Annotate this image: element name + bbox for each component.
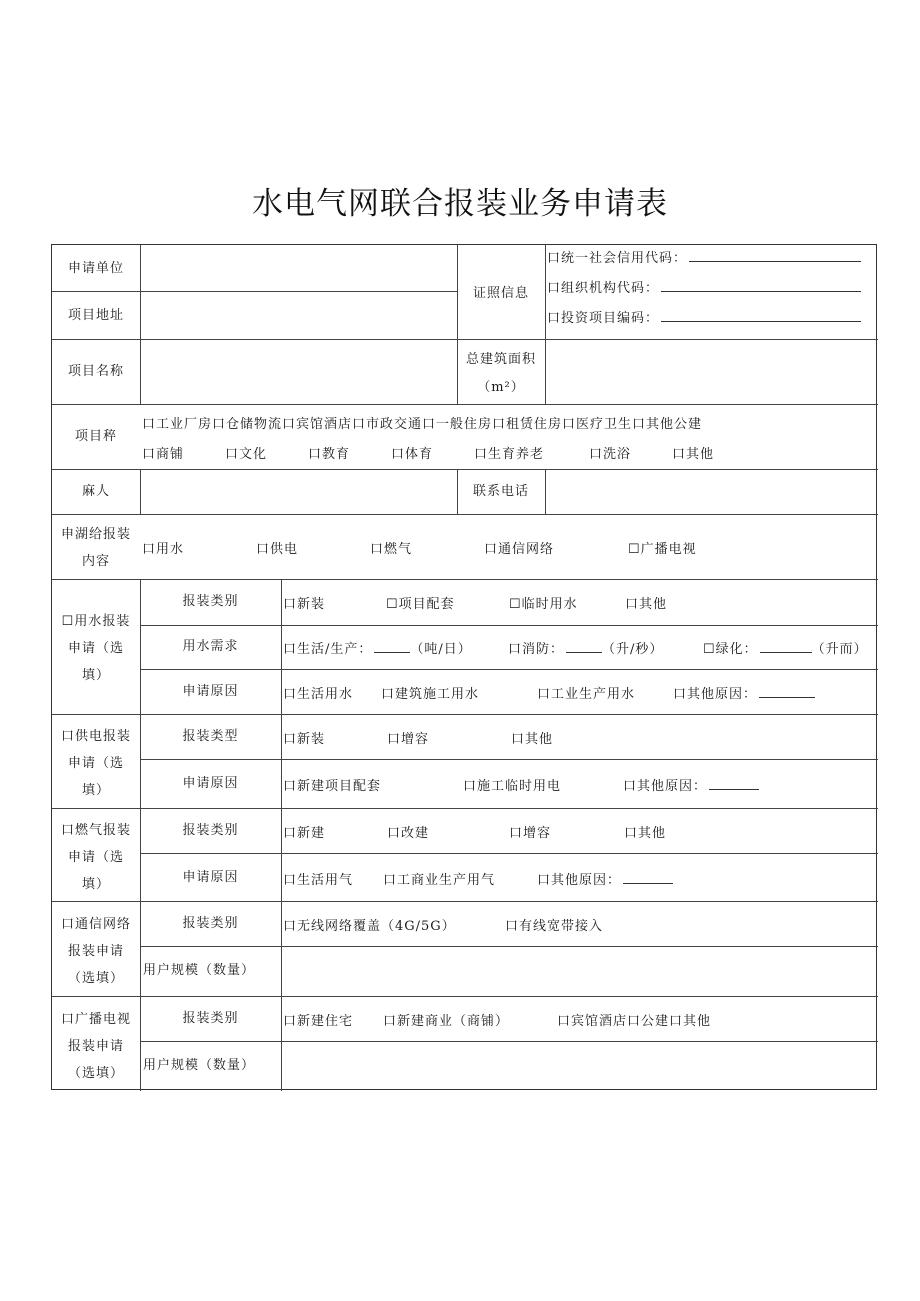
power-type-label: 报装类型 xyxy=(182,729,239,744)
tv-type-hotel-public-other[interactable]: 口宾馆酒店口公建口其他 xyxy=(557,1014,712,1029)
tv-scale-field[interactable] xyxy=(282,1042,877,1090)
project-type-sports[interactable]: 口体育 xyxy=(391,447,434,462)
power-reason-other[interactable] xyxy=(623,775,759,794)
telecom-scale-field[interactable] xyxy=(282,947,877,995)
tv-scale-label: 用户规模（数量） xyxy=(143,1058,256,1073)
applicant-unit-field[interactable] xyxy=(141,246,456,290)
grid-line xyxy=(52,714,878,715)
contact-phone-label: 联系电话 xyxy=(472,484,529,499)
power-reason-other-blank[interactable] xyxy=(709,777,759,790)
water-reason-other-label: 口其他原因： xyxy=(673,687,758,702)
gas-type-other[interactable]: 口其他 xyxy=(624,826,667,841)
project-type-elderly[interactable]: 口生育养老 xyxy=(474,447,545,462)
power-type-new[interactable]: 口新装 xyxy=(283,732,326,747)
gas-reason-other-blank[interactable] xyxy=(623,871,673,884)
telecom-section-label[interactable]: 口通信网络报装申请（选填） xyxy=(60,917,131,986)
apply-water[interactable]: 口用水 xyxy=(142,542,185,557)
tv-type-residential[interactable]: 口新建住宅 xyxy=(283,1014,354,1029)
credit-code-label: 口统一社会信用代码： xyxy=(547,251,688,266)
project-type-education[interactable]: 口教育 xyxy=(308,447,351,462)
project-address-field[interactable] xyxy=(141,292,456,338)
grid-line xyxy=(52,579,878,580)
gas-reason-other[interactable] xyxy=(537,869,673,888)
power-reason-other-label: 口其他原因： xyxy=(623,779,708,794)
grid-line xyxy=(140,669,878,670)
gas-reason-label: 申请原因 xyxy=(182,870,239,885)
water-demand-fire[interactable] xyxy=(508,638,663,657)
project-type-culture[interactable]: 口文化 xyxy=(225,447,268,462)
telecom-type-label: 报装类别 xyxy=(182,916,239,931)
power-section-label[interactable]: 口供电报装申请（选填） xyxy=(60,729,131,798)
grid-line xyxy=(52,901,878,902)
grid-line xyxy=(52,404,878,405)
project-type-bath[interactable]: 口洗浴 xyxy=(589,447,632,462)
invest-code-item[interactable] xyxy=(547,309,861,328)
application-form-table xyxy=(51,244,877,1090)
water-reason-label: 申请原因 xyxy=(182,684,239,699)
contact-person-field[interactable] xyxy=(141,470,456,513)
domestic-blank[interactable] xyxy=(374,640,410,653)
domestic-prefix: 口生活/生产： xyxy=(283,642,373,657)
fire-prefix: 口消防： xyxy=(508,642,565,657)
contact-phone-field[interactable] xyxy=(546,470,877,513)
water-reason-domestic[interactable]: 口生活用水 xyxy=(283,687,354,702)
power-type-other[interactable]: 口其他 xyxy=(511,732,554,747)
gas-reason-commercial[interactable]: 口工商业生产用气 xyxy=(383,873,496,888)
project-name-field[interactable] xyxy=(141,340,456,403)
fire-blank[interactable] xyxy=(566,640,602,653)
telecom-scale-label: 用户规模（数量） xyxy=(143,963,256,978)
form-title: 水电气网联合报装业务申请表 xyxy=(252,186,668,222)
water-type-temporary[interactable]: ☐临时用水 xyxy=(509,597,578,612)
water-type-other[interactable]: 口其他 xyxy=(625,597,668,612)
water-type-label: 报装类别 xyxy=(182,594,239,609)
water-reason-other[interactable] xyxy=(673,683,815,702)
power-type-expand[interactable]: 口增容 xyxy=(387,732,430,747)
grid-line xyxy=(52,996,878,997)
grid-line xyxy=(140,853,878,854)
apply-power[interactable]: 口供电 xyxy=(256,542,299,557)
project-name-label: 项目名称 xyxy=(67,364,124,379)
tv-type-label: 报装类别 xyxy=(182,1011,239,1026)
telecom-type-wireless[interactable]: 口无线网络覆盖（4G/5G） xyxy=(283,919,456,934)
project-type-other[interactable]: 口其他 xyxy=(672,447,715,462)
water-type-supporting[interactable]: ☐项目配套 xyxy=(386,597,455,612)
gas-reason-domestic[interactable]: 口生活用气 xyxy=(283,873,354,888)
green-prefix: ☐绿化： xyxy=(703,642,758,657)
invest-code-blank[interactable] xyxy=(661,309,861,322)
contact-person-label: 麻人 xyxy=(81,484,110,499)
project-type-label: 项目稡 xyxy=(74,429,117,444)
grid-line xyxy=(140,625,878,626)
water-demand-label: 用水需求 xyxy=(182,639,239,654)
apply-tv[interactable]: ☐广播电视 xyxy=(628,542,697,557)
power-reason-label: 申请原因 xyxy=(182,776,239,791)
apply-gas[interactable]: 口燃气 xyxy=(370,542,413,557)
water-type-new[interactable]: 口新装 xyxy=(283,597,326,612)
total-area-label: 总建筑面积 xyxy=(465,352,536,367)
gas-type-label: 报装类别 xyxy=(182,823,239,838)
credit-code-item[interactable] xyxy=(547,249,861,268)
apply-telecom[interactable]: 口通信网络 xyxy=(484,542,555,557)
apply-content-label: 申湖给报装内容 xyxy=(60,527,131,569)
org-code-blank[interactable] xyxy=(661,279,861,292)
org-code-item[interactable] xyxy=(547,279,861,298)
gas-type-rebuild[interactable]: 口改建 xyxy=(387,826,430,841)
gas-section-label[interactable]: 口燃气报装申请（选填） xyxy=(60,823,131,892)
gas-type-expand[interactable]: 口增容 xyxy=(509,826,552,841)
grid-line xyxy=(52,291,140,292)
grid-line xyxy=(52,514,878,515)
green-blank[interactable] xyxy=(760,640,812,653)
org-code-label: 口组织机构代码： xyxy=(547,281,660,296)
project-types-line1[interactable]: 口工业厂房口仓储物流口宾馆酒店口市政交通口一般住房口租赁住房口医疗卫生口其他公建 xyxy=(142,417,703,432)
grid-line xyxy=(140,759,878,760)
grid-line xyxy=(281,579,282,1091)
gas-type-new[interactable]: 口新建 xyxy=(283,826,326,841)
power-reason-construction[interactable]: 口施工临时用电 xyxy=(463,779,562,794)
total-area-field[interactable] xyxy=(546,340,877,403)
credit-code-blank[interactable] xyxy=(689,249,861,262)
water-reason-other-blank[interactable] xyxy=(759,685,815,698)
invest-code-label: 口投资项目编码： xyxy=(547,311,660,326)
project-address-label: 项目地址 xyxy=(67,308,124,323)
tv-section-label[interactable]: 口广播电视报装申请（选填） xyxy=(60,1012,131,1081)
total-area-unit: （m²） xyxy=(477,380,525,395)
water-reason-industrial[interactable]: 口工业生产用水 xyxy=(537,687,636,702)
water-demand-green[interactable] xyxy=(703,638,868,657)
license-info-label: 证照信息 xyxy=(472,286,529,301)
applicant-unit-label: 申请单位 xyxy=(67,261,124,276)
project-type-shop[interactable]: 口商铺 xyxy=(142,447,185,462)
gas-reason-other-label: 口其他原因： xyxy=(537,873,622,888)
telecom-type-broadband[interactable]: 口有线宽带接入 xyxy=(505,919,604,934)
power-reason-new-project[interactable]: 口新建项目配套 xyxy=(283,779,382,794)
fire-unit: （升/秒） xyxy=(602,642,664,657)
water-demand-domestic[interactable] xyxy=(283,638,472,657)
domestic-unit: （吨/日） xyxy=(410,642,472,657)
tv-type-commercial[interactable]: 口新建商业（商铺） xyxy=(383,1014,510,1029)
water-reason-construction[interactable]: 口建筑施工用水 xyxy=(381,687,480,702)
water-section-label[interactable]: ☐用水报装申请（选填） xyxy=(61,614,131,683)
green-unit: （升而） xyxy=(811,642,868,657)
grid-line xyxy=(52,808,878,809)
